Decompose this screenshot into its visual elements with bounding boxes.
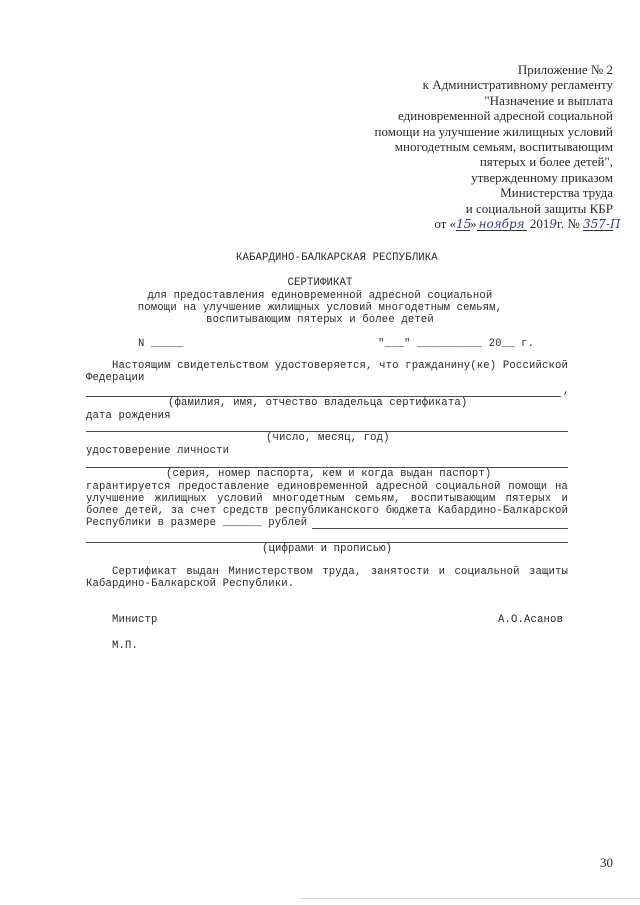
guarantee-line: гарантируется предоставление единовременной адресной социальной помощи на (86, 481, 568, 493)
handwritten-order-number: 357-П (583, 217, 621, 232)
appendix-line: утвержденному приказом (471, 169, 613, 185)
appendix-line: многодетным семьям, воспитывающим (394, 139, 613, 155)
intro-line: Федерации (86, 372, 145, 384)
appendix-line: и социальной защиты КБР (465, 200, 613, 216)
birth-date-caption: (число, месяц, год) (266, 432, 390, 444)
birth-date-label: дата рождения (86, 410, 171, 422)
appendix-line: единовременной адресной социальной (398, 108, 613, 124)
republic-heading: КАБАРДИНО-БАЛКАРСКАЯ РЕСПУБЛИКА (236, 252, 438, 264)
intro-line: Настоящим свидетельством удостоверяется, что гражданину(ке) Российской (112, 360, 568, 372)
appendix-line: пятерых и более детей", (479, 154, 613, 170)
amount-underline (312, 528, 568, 529)
certificate-number-field: N _____ (138, 338, 184, 350)
stamp-place: М.П. (112, 640, 139, 652)
scan-edge-line (300, 898, 640, 899)
guarantee-line: улучшение жилищных условий многодетным семьям, воспитывающим пятерых и (86, 493, 568, 505)
order-date-line (375, 216, 621, 232)
year-prefix: 201 (529, 216, 550, 232)
appendix-header (374, 62, 621, 232)
handwritten-year-digit: 9 (549, 217, 557, 232)
appendix-line: к Административному регламенту (422, 77, 613, 93)
date-prefix: от « (434, 216, 457, 232)
handwritten-day: 15 (456, 217, 472, 232)
guarantee-line: более детей, за счет средств республиканского бюджета Кабардино-Балкарской (86, 505, 568, 517)
certificate-purpose-line: помощи на улучшение жилищных условий многодетным семьям, (137, 302, 503, 314)
fio-comma: , (563, 385, 570, 397)
signatory-name: А.О.Асанов (498, 614, 564, 626)
signatory-position: Министр (112, 614, 158, 626)
page-number: 30 (600, 855, 613, 870)
identity-document-label: удостоверение личности (86, 445, 230, 457)
amount-caption: (цифрами и прописью) (262, 543, 393, 555)
certificate-purpose-line: для предоставления единовременной адресной социальной (147, 290, 493, 302)
appendix-line: "Назначение и выплата (484, 92, 613, 108)
year-suffix: г. № (556, 216, 580, 232)
date-mid: » (470, 216, 477, 232)
issued-by-line: Сертификат выдан Министерством труда, занятости и социальной защиты (112, 566, 568, 578)
handwritten-month: ноября (478, 217, 525, 232)
amount-label: Республики в размере ______ рублей (86, 517, 308, 529)
passport-caption: (серия, номер паспорта, кем и когда выдан паспорт) (166, 468, 492, 480)
appendix-line: помощи на улучшение жилищных условий (374, 123, 613, 139)
certificate-date-field: "___" __________ 20__ г. (378, 338, 535, 350)
certificate-title: СЕРТИФИКАТ (287, 277, 353, 289)
issued-by-line: Кабардино-Балкарской Республики. (86, 578, 295, 590)
appendix-line: Министерства труда (500, 185, 613, 201)
appendix-title: Приложение № 2 (517, 62, 613, 77)
fio-caption: (фамилия, имя, отчество владельца сертификата) (168, 397, 468, 409)
certificate-purpose-line: воспитывающим пятерых и более детей (206, 314, 434, 326)
